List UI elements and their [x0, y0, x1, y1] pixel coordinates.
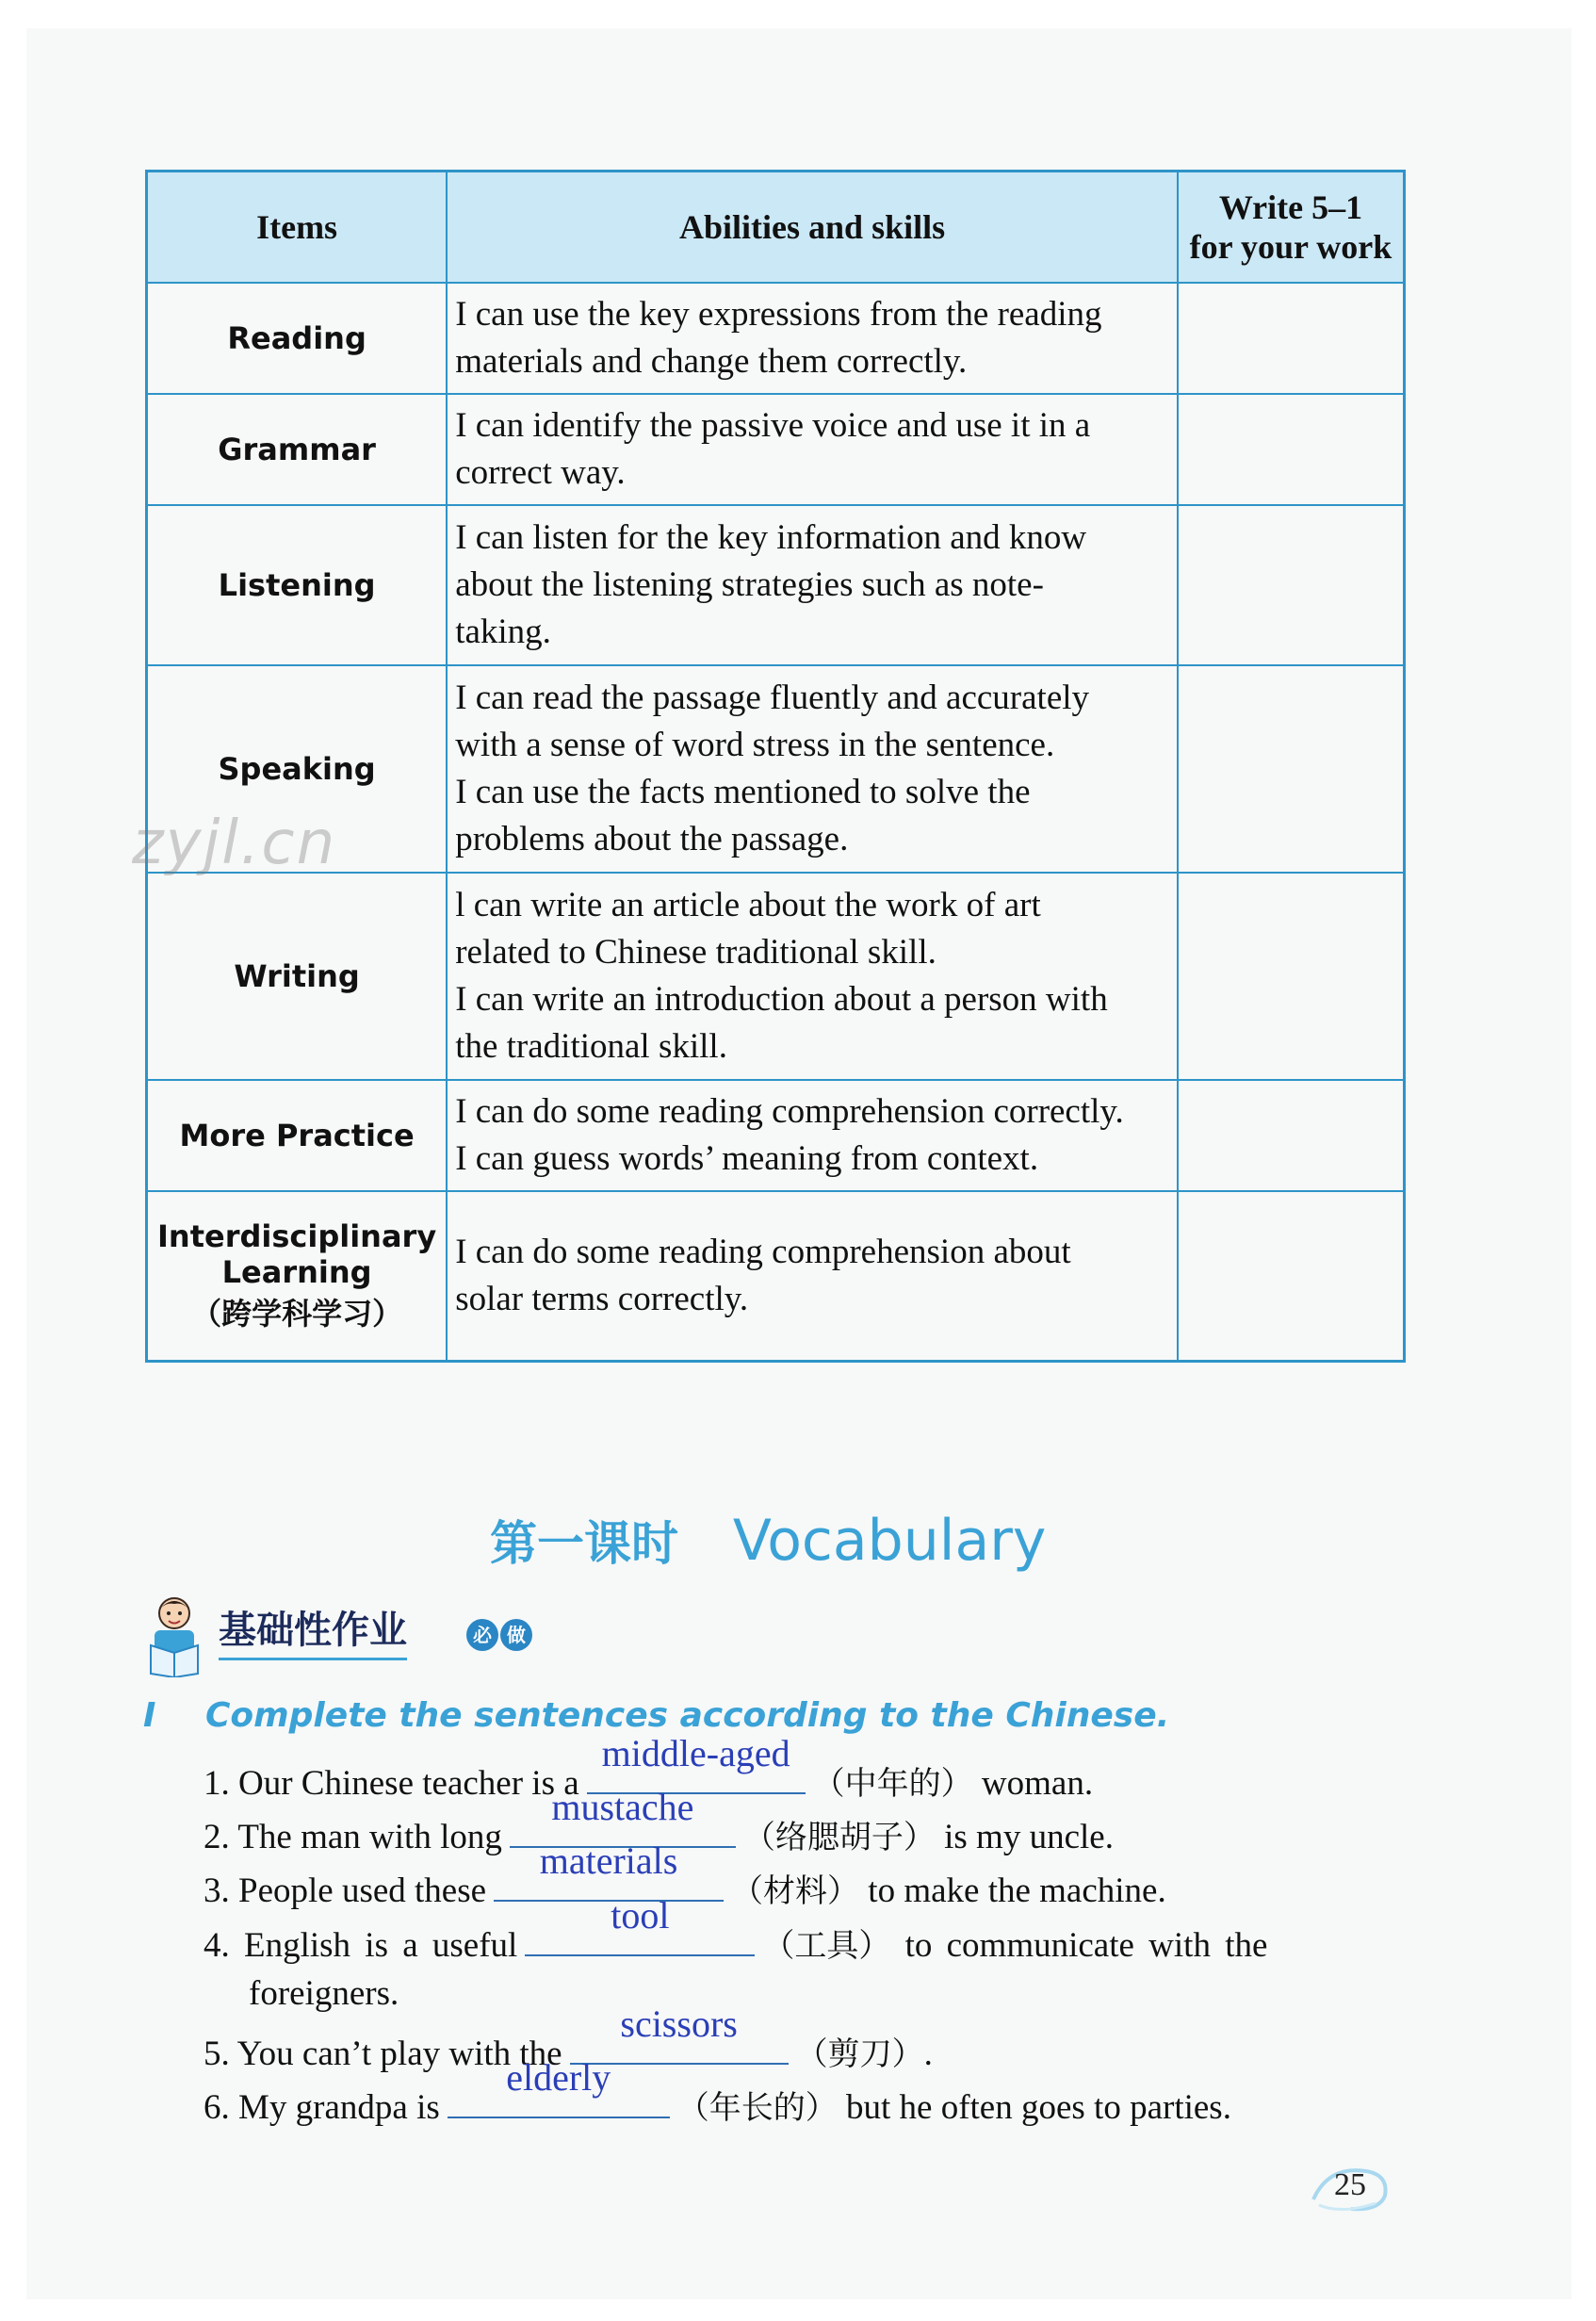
self-assessment-table	[145, 170, 1406, 1363]
answer-text: mustache	[551, 1786, 694, 1828]
exercise-ending: to make the machine.	[868, 1872, 1166, 1910]
exercise-prompt: 6. My grandpa is	[204, 2088, 440, 2127]
desc-line: I can do some reading comprehension about	[455, 1232, 1071, 1271]
answer-text: tool	[611, 1894, 670, 1937]
desc-line: solar terms correctly.	[455, 1279, 749, 1318]
table-row	[147, 283, 1405, 394]
row-item: Grammar	[147, 394, 448, 505]
page-number	[1310, 2162, 1394, 2215]
row-description	[447, 283, 1178, 394]
score-cell[interactable]	[1178, 394, 1405, 505]
answer-text: materials	[539, 1839, 678, 1882]
table-row	[147, 394, 1405, 505]
desc-line: l can write an article about the work of art	[455, 886, 1041, 924]
table-row	[147, 873, 1405, 1080]
desc-line: related to Chinese traditional skill.	[455, 933, 936, 972]
desc-line: problems about the passage.	[455, 820, 849, 858]
desc-line: I can use the key expressions from the reading	[455, 295, 1102, 334]
chinese-hint: （年长的）	[676, 2089, 838, 2127]
homework-title: 基础性作业	[219, 1600, 407, 1660]
score-cell[interactable]	[1178, 873, 1405, 1080]
table-row	[147, 505, 1405, 665]
row-item-label-zh: （跨学科学习）	[191, 1295, 403, 1332]
exercise-ending: but he often goes to parties.	[846, 2088, 1231, 2127]
chinese-hint: （中年的）	[812, 1765, 973, 1803]
reading-boy-icon	[141, 1593, 207, 1677]
exercise-item	[204, 1894, 1268, 1966]
required-badge	[466, 1619, 534, 1651]
table-row	[147, 1191, 1405, 1361]
desc-line: I can do some reading comprehension correctly.	[455, 1092, 1124, 1131]
answer-text: elderly	[506, 2056, 611, 2099]
desc-line: correct way.	[455, 453, 626, 492]
header-abilities: Abilities and skills	[447, 172, 1178, 284]
lesson-topic: Vocabulary	[732, 1508, 1047, 1574]
chinese-hint: （络腮胡子）	[742, 1819, 936, 1856]
exercise-prompt: 5. You can’t play with the	[204, 2035, 562, 2073]
row-description	[447, 394, 1178, 505]
exercise-item	[204, 2056, 1231, 2128]
answer-blank[interactable]	[448, 2056, 670, 2118]
row-item: Reading	[147, 283, 448, 394]
desc-line: I can guess words’ meaning from context.	[455, 1139, 1039, 1178]
desc-line: materials and change them correctly.	[455, 342, 968, 381]
row-item-label: Interdisciplinary Learning	[157, 1218, 437, 1290]
exercise-ending: is my uncle.	[944, 1818, 1114, 1856]
exercise-prompt: 4. English is a useful	[204, 1926, 518, 1965]
row-item: Listening	[147, 505, 448, 665]
desc-line: the traditional skill.	[455, 1027, 727, 1066]
lesson-title	[490, 1506, 1149, 1574]
header-score-line1: Write 5–1	[1218, 188, 1363, 226]
desc-line: about the listening strategies such as note-	[455, 565, 1044, 604]
score-cell[interactable]	[1178, 283, 1405, 394]
table-row	[147, 1080, 1405, 1191]
answer-text: middle-aged	[601, 1732, 790, 1774]
desc-line: I can listen for the key information and know	[455, 518, 1087, 557]
exercise-ending: woman.	[981, 1764, 1094, 1803]
table-header-row	[147, 172, 1405, 284]
row-item: More Practice	[147, 1080, 448, 1191]
header-score	[1178, 172, 1405, 284]
exercise-continuation: foreigners.	[249, 1974, 399, 2013]
row-item: Writing	[147, 873, 448, 1080]
badge-must: 必	[466, 1619, 498, 1651]
desc-line: taking.	[455, 613, 551, 651]
row-description	[447, 1080, 1178, 1191]
answer-blank[interactable]	[525, 1894, 755, 1956]
page-number-text: 25	[1334, 2167, 1366, 2202]
desc-line: I can identify the passive voice and use it in a	[455, 406, 1091, 445]
desc-line: I can read the passage fluently and accurately	[455, 678, 1090, 717]
chinese-hint: （材料）	[731, 1872, 860, 1910]
lesson-number: 第一课时	[490, 1516, 678, 1571]
row-description	[447, 873, 1178, 1080]
exercise-ending: to communicate with the	[904, 1926, 1268, 1965]
answer-text: scissors	[620, 2002, 738, 2045]
row-item	[147, 1191, 448, 1361]
desc-line: I can use the facts mentioned to solve the	[455, 773, 1031, 811]
desc-line: with a sense of word stress in the sentence.	[455, 726, 1055, 764]
score-cell[interactable]	[1178, 505, 1405, 665]
chinese-hint: （工具）	[762, 1927, 891, 1965]
desc-line: I can write an introduction about a person with	[455, 980, 1108, 1019]
score-cell[interactable]	[1178, 1191, 1405, 1361]
row-description	[447, 665, 1178, 873]
section-heading	[143, 1696, 1169, 1735]
row-description	[447, 1191, 1178, 1361]
row-description	[447, 505, 1178, 665]
header-items: Items	[147, 172, 448, 284]
badge-do: 做	[500, 1619, 532, 1651]
row-item: Speaking	[147, 665, 448, 873]
header-score-line2: for your work	[1189, 228, 1392, 266]
watermark: zyjl.cn	[132, 809, 337, 878]
exercise-ending: .	[923, 2035, 933, 2073]
exercise-prompt: 3. People used these	[204, 1872, 487, 1910]
exercise-prompt: 2. The man with long	[204, 1818, 502, 1856]
section-number: I	[143, 1696, 156, 1735]
section-instruction: Complete the sentences according to the Chinese.	[205, 1696, 1170, 1735]
exercise-prompt: 1. Our Chinese teacher is a	[204, 1764, 579, 1803]
score-cell[interactable]	[1178, 665, 1405, 873]
score-cell[interactable]	[1178, 1080, 1405, 1191]
homework-heading	[141, 1593, 575, 1677]
chinese-hint: （剪刀）	[795, 2035, 924, 2073]
